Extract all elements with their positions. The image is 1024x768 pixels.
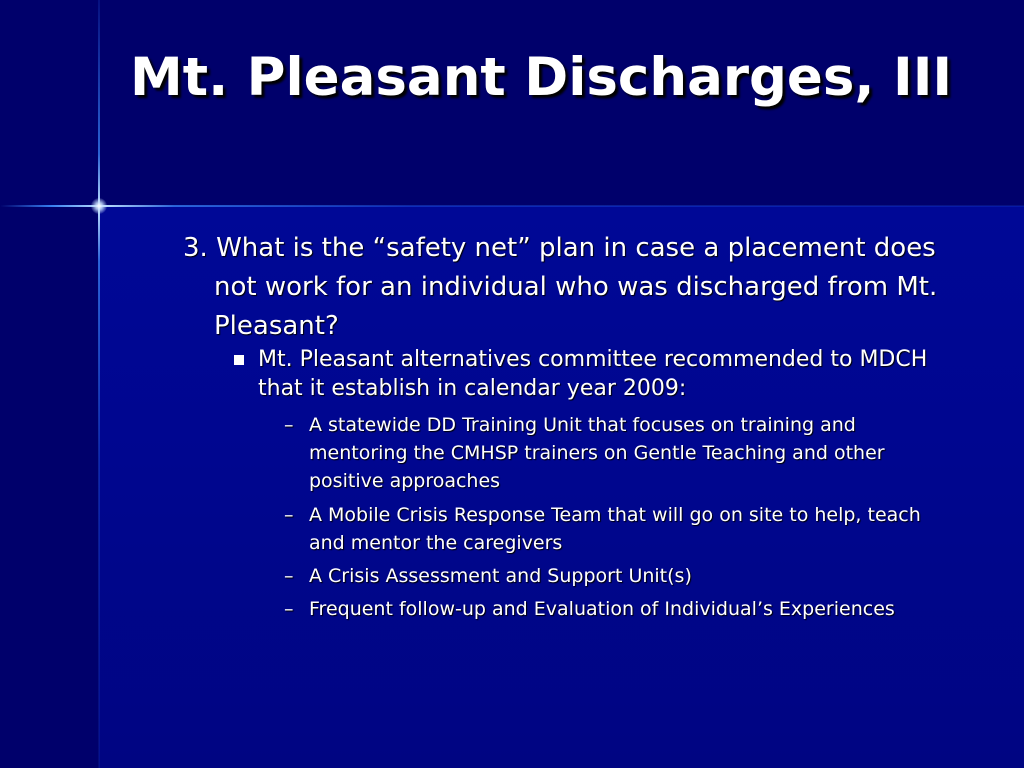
bullet-text: Mt. Pleasant alternatives committee recommended to MDCH that it establish in calendar year 2009: <box>258 347 928 401</box>
square-bullet-icon <box>234 355 244 365</box>
question-text: 3. What is the “safety net” plan in case a placement does not work for an individual who was discharged from Mt. Pleasant? <box>183 233 938 341</box>
sub-item: Frequent follow-up and Evaluation of Individual’s Experiences <box>309 598 895 620</box>
dash-icon: – <box>284 414 294 436</box>
sub-item: A Crisis Assessment and Support Unit(s) <box>309 565 692 587</box>
dash-icon: – <box>284 504 294 526</box>
slide-title: Mt. Pleasant Discharges, III <box>130 47 953 108</box>
dash-icon: – <box>284 565 294 587</box>
sub-item: A Mobile Crisis Response Team that will go on site to help, teach and mentor the caregivers <box>309 504 921 554</box>
sub-item: A statewide DD Training Unit that focuses on training and mentoring the CMHSP trainers on Gentle Teaching and other positive approaches <box>309 414 885 492</box>
dash-icon: – <box>284 598 294 620</box>
